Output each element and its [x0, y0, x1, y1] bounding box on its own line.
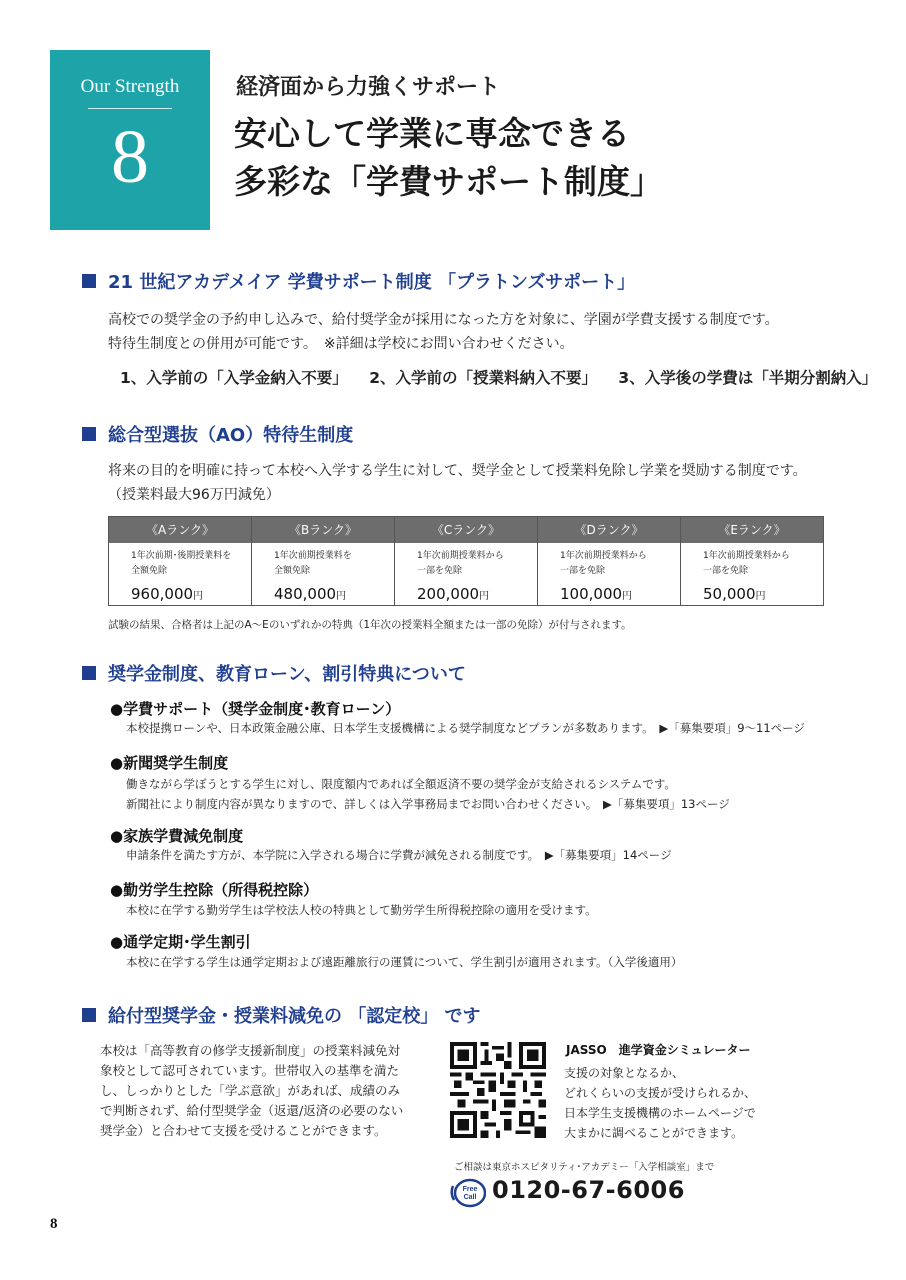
rank-amount-value: 200,000 [417, 585, 480, 603]
family-text: 申請条件を満たす方が、本学院に入学される場合に学費が減免される制度です。 ▶「募集要項」14ページ [126, 848, 672, 862]
rank-amount [395, 585, 537, 603]
section1-heading [82, 268, 635, 294]
rank-header: 《Dランク》 [538, 517, 680, 543]
rank-description [395, 543, 537, 585]
working-student-text: 本校に在学する勤労学生は学校法人校の特典として勤労学生所得税控除の適用を受けます。 [126, 903, 597, 917]
strength-badge [50, 50, 210, 230]
consult-text: ご相談は東京ホスピタリティ･アカデミー「入学相談室」まで [454, 1162, 715, 1173]
section1-heading-text: 21 世紀アカデメイア 学費サポート制度 「プラトンズサポート」 [108, 272, 636, 293]
rank-column-e [681, 517, 823, 605]
newspaper-text [126, 774, 730, 814]
commuter-text: 本校に在学する学生は通学定期および遠距離旅行の運賃について、学生割引が適用されます。（入学後適用） [126, 955, 683, 969]
rank-amount-value: 480,000 [274, 585, 337, 603]
rank-amount-unit: 円 [479, 591, 490, 602]
rank-header: 《Aランク》 [109, 517, 251, 543]
rank-amount-unit: 円 [193, 591, 204, 602]
header-title-line2: 多彩な「学費サポート制度」 [234, 162, 663, 201]
rank-desc-line2: 全額免除 [131, 566, 168, 576]
working-student-title: ●勤労学生控除（所得税控除） [110, 881, 319, 899]
rank-header: 《Cランク》 [395, 517, 537, 543]
section2-para-line1: 将来の目的を明確に持って本校へ入学する学生に対して、奨学金として授業料免除し学業を奨励する制度です。 [108, 463, 807, 479]
rank-desc-line1: 1年次前期授業料から [417, 551, 504, 561]
rank-desc-line1: 1年次前期授業料から [703, 551, 790, 561]
rank-header: 《Eランク》 [681, 517, 823, 543]
certified-school-text: 本校は「高等教育の修学支援新制度」の授業料減免対象校として認可されています。世帯収入の基準を満たし、しっかりとした「学ぶ意欲」があれば、成績のみで判断されず、給付型奨学金（返還/返済の必要のない奨学金）と合わせて支援を受けることができます。 [100, 1043, 404, 1138]
section1-para-line1: 高校での奨学金の予約申し込みで、給付奨学金が採用になった方を対象に、学園が学費支援する制度です。 [108, 312, 779, 328]
newspaper-title: ●新聞奨学生制度 [110, 754, 229, 772]
section3-heading-text: 奨学金制度、教育ローン、割引特典について [108, 664, 466, 685]
rank-description [681, 543, 823, 585]
square-bullet-icon [82, 1008, 96, 1022]
jasso-text-line3: 日本学生支援機構のホームページで [564, 1106, 756, 1120]
rank-desc-line2: 全額免除 [274, 566, 311, 576]
rank-note: 試験の結果、合格者は上記のA～Eのいずれかの特典（1年次の授業料全額または一部の免除）が付与されます。 [108, 619, 632, 631]
qr-code-icon[interactable] [450, 1042, 546, 1138]
free-call-text-call: Call [463, 1194, 477, 1201]
jasso-title: JASSO 進学資金シミュレーター [566, 1043, 751, 1057]
square-bullet-icon [82, 666, 96, 680]
badge-divider [88, 108, 172, 109]
rank-desc-line2: 一部を免除 [560, 566, 606, 576]
section4-heading [82, 1002, 481, 1028]
header-title [234, 110, 663, 206]
rank-column-a [109, 517, 252, 605]
square-bullet-icon [82, 274, 96, 288]
rank-table [108, 516, 824, 606]
jasso-text-line4: 大まかに調べることができます。 [564, 1126, 744, 1140]
page-number: 8 [50, 1216, 58, 1232]
free-call-text-free: Free [462, 1186, 478, 1193]
section2-paragraph [108, 459, 807, 507]
section1-paragraph [108, 308, 779, 356]
rank-amount-unit: 円 [755, 591, 766, 602]
rank-amount-value: 100,000 [560, 585, 623, 603]
rank-desc-line1: 1年次前期授業料から [560, 551, 647, 561]
section1-para-line2: 特待生制度との併用が可能です。 ※詳細は学校にお問い合わせください。 [108, 336, 574, 352]
rank-amount-unit: 円 [336, 591, 347, 602]
rank-amount [681, 585, 823, 603]
rank-amount [109, 585, 251, 603]
section2-heading [82, 421, 353, 447]
section4-heading-text: 給付型奨学金・授業料減免の 「認定校」 です [108, 1006, 481, 1027]
jasso-text [564, 1063, 756, 1143]
rank-amount-unit: 円 [622, 591, 633, 602]
rank-column-d [538, 517, 681, 605]
badge-label: Our Strength [80, 76, 180, 97]
square-bullet-icon [82, 427, 96, 441]
rank-amount [538, 585, 680, 603]
family-title: ●家族学費減免制度 [110, 827, 244, 845]
support-title: ●学費サポート（奨学金制度･教育ローン） [110, 700, 401, 718]
rank-desc-line2: 一部を免除 [417, 566, 463, 576]
rank-column-c [395, 517, 538, 605]
rank-desc-line1: 1年次前期授業料を [274, 551, 352, 561]
section1-item: 1、入学前の「入学金納入不要」 [120, 369, 348, 387]
rank-desc-line1: 1年次前期･後期授業料を [131, 551, 232, 561]
free-call-icon [450, 1178, 486, 1208]
header-subtitle: 経済面から力強くサポート [236, 75, 501, 100]
rank-description [109, 543, 251, 585]
rank-amount [252, 585, 394, 603]
jasso-text-line1: 支援の対象となるか、 [564, 1066, 685, 1080]
section3-heading [82, 660, 466, 686]
header-title-line1: 安心して学業に専念できる [234, 114, 630, 153]
rank-header: 《Bランク》 [252, 517, 394, 543]
rank-amount-value: 50,000 [703, 585, 756, 603]
newspaper-text-line1: 働きながら学ぼうとする学生に対し、限度額内であれば全額返済不要の奨学金が支給されるシステムです。 [126, 777, 676, 791]
rank-desc-line2: 一部を免除 [703, 566, 749, 576]
section2-heading-text: 総合型選抜（AO）特待生制度 [108, 425, 354, 446]
phone-number[interactable]: 0120-67-6006 [492, 1176, 685, 1204]
badge-number: 8 [111, 115, 149, 199]
rank-amount-value: 960,000 [131, 585, 194, 603]
section1-item: 2、入学前の「授業料納入不要」 [369, 369, 597, 387]
rank-description [252, 543, 394, 585]
support-text: 本校提携ローンや、日本政策金融公庫、日本学生支援機構による奨学制度などプランが多数あります。 ▶「募集要項」9～11ページ [126, 721, 805, 735]
jasso-text-line2: どれくらいの支援が受けられるか、 [564, 1086, 757, 1100]
rank-column-b [252, 517, 395, 605]
section2-para-line2: （授業料最大96万円減免） [108, 487, 280, 503]
section1-item: 3、入学後の学費は「半期分割納入」 [618, 369, 878, 387]
commuter-title: ●通学定期･学生割引 [110, 933, 251, 951]
rank-description [538, 543, 680, 585]
section1-items [120, 366, 893, 388]
newspaper-text-line2: 新聞社により制度内容が異なりますので、詳しくは入学事務局までお問い合わせください。 ▶「募集要項」13ページ [126, 797, 730, 811]
